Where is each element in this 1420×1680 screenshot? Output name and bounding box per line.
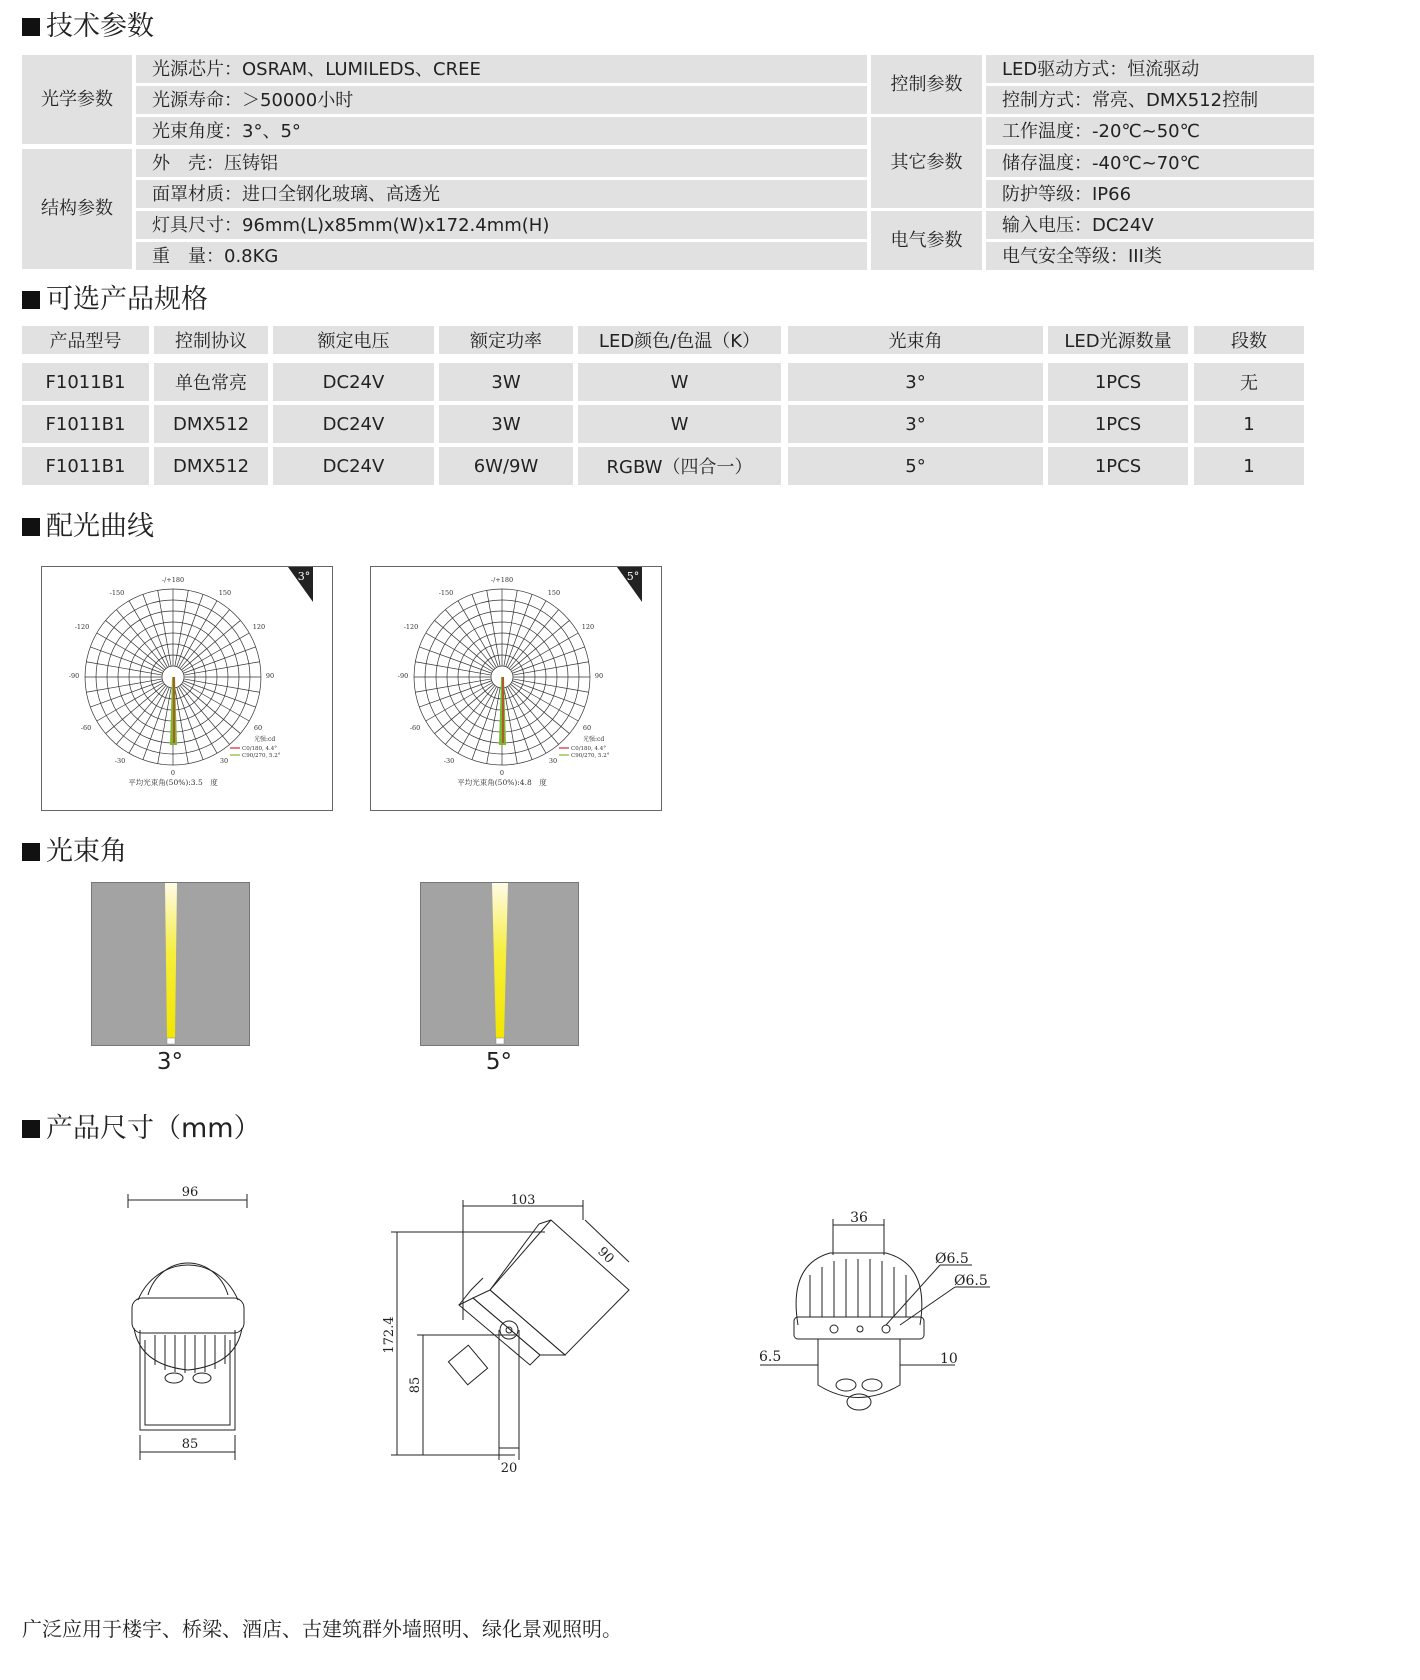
polar-diagram bbox=[42, 567, 332, 810]
spec-cell: 3W bbox=[439, 405, 573, 443]
spec-cell: DMX512 bbox=[154, 405, 268, 443]
beam-label-3deg: 3° bbox=[156, 1049, 184, 1075]
beam-image-5deg bbox=[420, 882, 579, 1046]
beam-source bbox=[496, 1038, 504, 1044]
front-view-drawing bbox=[110, 1180, 280, 1480]
spec-cell: DMX512 bbox=[154, 447, 268, 485]
param-weight: 重 量：0.8KG bbox=[136, 242, 867, 270]
label-structure: 结构参数 bbox=[22, 149, 132, 269]
param-control-mode: 控制方式：常亮、DMX512控制 bbox=[986, 86, 1314, 114]
legend-c90: C90/270, 5.2° bbox=[242, 753, 281, 759]
square-bullet-icon bbox=[22, 843, 40, 861]
angle-label: 60 bbox=[582, 724, 592, 732]
dim-side-lower: 85 bbox=[408, 1376, 423, 1394]
spec-header-cell: 产品型号 bbox=[22, 326, 149, 354]
spec-cell: 3° bbox=[788, 405, 1043, 443]
spec-cell: RGBW（四合一） bbox=[578, 447, 781, 485]
angle-label: 60 bbox=[253, 724, 263, 732]
dim-side-diag: 90 bbox=[594, 1244, 617, 1267]
spec-cell: 单色常亮 bbox=[154, 363, 268, 401]
beam-image-3deg bbox=[91, 882, 250, 1046]
param-lifetime: 光源寿命：＞50000小时 bbox=[136, 86, 867, 114]
spec-header-cell: 段数 bbox=[1194, 326, 1304, 354]
spec-cell: 3W bbox=[439, 363, 573, 401]
legend-c0: C0/180, 4.4° bbox=[242, 746, 278, 752]
dim-back-right: 10 bbox=[940, 1351, 958, 1367]
param-light-chip: 光源芯片：OSRAM、LUMILEDS、CREE bbox=[136, 55, 867, 83]
param-beam-angle: 光束角度：3°、5° bbox=[136, 117, 867, 145]
angle-label: 90 bbox=[265, 672, 275, 680]
spec-cell: 5° bbox=[788, 447, 1043, 485]
param-lens: 面罩材质：进口全钢化玻璃、高透光 bbox=[136, 180, 867, 208]
polar-chart-3deg bbox=[41, 566, 333, 811]
square-bullet-icon bbox=[22, 518, 40, 536]
angle-label: -30 bbox=[114, 757, 126, 765]
label-electrical: 电气参数 bbox=[871, 211, 982, 270]
polar-chart-5deg bbox=[370, 566, 662, 811]
beam-source bbox=[167, 1038, 175, 1044]
spec-cell: F1011B1 bbox=[22, 447, 149, 485]
polar-diagram bbox=[371, 567, 661, 810]
angle-label: -150 bbox=[109, 589, 125, 597]
angle-label-top: -/+180 bbox=[490, 576, 514, 584]
average-beam-angle: 平均光束角(50%):4.8 度 bbox=[457, 778, 547, 787]
spec-header-cell: LED光源数量 bbox=[1048, 326, 1188, 354]
beam-label-5deg: 5° bbox=[485, 1049, 513, 1075]
spec-cell: 1PCS bbox=[1048, 447, 1188, 485]
beam-shape bbox=[492, 883, 508, 1038]
angle-label: -60 bbox=[409, 724, 421, 732]
beam-visual bbox=[92, 883, 249, 1045]
spec-cell: W bbox=[578, 363, 781, 401]
spec-cell: 1PCS bbox=[1048, 405, 1188, 443]
dim-back-hole1: Ø6.5 bbox=[935, 1251, 969, 1267]
angle-label-bottom: 0 bbox=[499, 769, 505, 777]
angle-label: -90 bbox=[397, 672, 409, 680]
angle-label: 150 bbox=[218, 589, 232, 597]
section-title-light-curve: 配光曲线 bbox=[22, 510, 154, 544]
legend-title: 光强:cd bbox=[583, 736, 605, 743]
spec-cell: W bbox=[578, 405, 781, 443]
spec-header-cell: LED颜色/色温（K） bbox=[578, 326, 781, 354]
angle-label: -60 bbox=[80, 724, 92, 732]
back-view-drawing bbox=[750, 1195, 1010, 1435]
param-work-temp: 工作温度：-20℃~50℃ bbox=[986, 117, 1314, 145]
spec-cell: DC24V bbox=[273, 447, 434, 485]
spec-cell: DC24V bbox=[273, 405, 434, 443]
param-input-voltage: 输入电压：DC24V bbox=[986, 211, 1314, 239]
square-bullet-icon bbox=[22, 18, 40, 36]
average-beam-angle: 平均光束角(50%):3.5 度 bbox=[128, 778, 218, 787]
angle-label: -150 bbox=[438, 589, 454, 597]
square-bullet-icon bbox=[22, 291, 40, 309]
angle-label: 150 bbox=[547, 589, 561, 597]
dim-front-base: 85 bbox=[181, 1437, 199, 1452]
angle-label: 30 bbox=[219, 757, 229, 765]
spec-cell: 1PCS bbox=[1048, 363, 1188, 401]
legend-title: 光强:cd bbox=[254, 736, 276, 743]
square-bullet-icon bbox=[22, 1120, 40, 1138]
beam-visual bbox=[421, 883, 578, 1045]
side-view-drawing bbox=[375, 1180, 645, 1480]
dim-back-hole2: Ø6.5 bbox=[954, 1273, 988, 1289]
spec-cell: 1 bbox=[1194, 405, 1304, 443]
spec-header-cell: 控制协议 bbox=[154, 326, 268, 354]
angle-label: -120 bbox=[403, 623, 419, 631]
dim-side-bottom: 20 bbox=[500, 1461, 518, 1476]
spec-header-cell: 光束角 bbox=[788, 326, 1043, 354]
param-storage-temp: 储存温度：-40℃~70℃ bbox=[986, 149, 1314, 177]
spec-cell: F1011B1 bbox=[22, 405, 149, 443]
dim-back-top: 36 bbox=[850, 1210, 868, 1226]
spec-cell: 6W/9W bbox=[439, 447, 573, 485]
dim-side-height: 172.4 bbox=[382, 1316, 397, 1354]
corner-angle-label: 5° bbox=[626, 570, 640, 583]
dim-side-top: 103 bbox=[510, 1193, 536, 1208]
corner-angle-label: 3° bbox=[297, 570, 311, 583]
spec-header-cell: 额定电压 bbox=[273, 326, 434, 354]
spec-cell: 无 bbox=[1194, 363, 1304, 401]
param-safety-class: 电气安全等级：III类 bbox=[986, 242, 1314, 270]
angle-label: -120 bbox=[74, 623, 90, 631]
angle-label-bottom: 0 bbox=[170, 769, 176, 777]
legend-c0: C0/180, 4.4° bbox=[571, 746, 607, 752]
dim-back-left: 6.5 bbox=[759, 1349, 782, 1365]
section-title-dimensions: 产品尺寸（mm） bbox=[22, 1112, 261, 1146]
angle-label: 90 bbox=[594, 672, 604, 680]
label-other: 其它参数 bbox=[871, 117, 982, 208]
legend-c90: C90/270, 5.2° bbox=[571, 753, 610, 759]
spec-cell: 1 bbox=[1194, 447, 1304, 485]
param-ip-rating: 防护等级：IP66 bbox=[986, 180, 1314, 208]
angle-label: -90 bbox=[68, 672, 80, 680]
section-title-specs: 可选产品规格 bbox=[22, 283, 208, 317]
footer-application-text: 广泛应用于楼宇、桥梁、酒店、古建筑群外墙照明、绿化景观照明。 bbox=[22, 1617, 622, 1641]
param-housing: 外 壳：压铸铝 bbox=[136, 149, 867, 177]
angle-label: 120 bbox=[581, 623, 595, 631]
param-size: 灯具尺寸：96mm(L)x85mm(W)x172.4mm(H) bbox=[136, 211, 867, 239]
spec-cell: DC24V bbox=[273, 363, 434, 401]
label-optical: 光学参数 bbox=[22, 55, 132, 144]
spec-cell: F1011B1 bbox=[22, 363, 149, 401]
section-title-beam: 光束角 bbox=[22, 835, 127, 869]
angle-label: 120 bbox=[252, 623, 266, 631]
label-control: 控制参数 bbox=[871, 55, 982, 114]
section-title-tech: 技术参数 bbox=[22, 10, 154, 44]
beam-shape bbox=[165, 883, 177, 1038]
angle-label: 30 bbox=[548, 757, 558, 765]
angle-label-top: -/+180 bbox=[161, 576, 185, 584]
param-driver: LED驱动方式：恒流驱动 bbox=[986, 55, 1314, 83]
spec-cell: 3° bbox=[788, 363, 1043, 401]
spec-header-cell: 额定功率 bbox=[439, 326, 573, 354]
dim-front-width: 96 bbox=[181, 1185, 199, 1200]
angle-label: -30 bbox=[443, 757, 455, 765]
